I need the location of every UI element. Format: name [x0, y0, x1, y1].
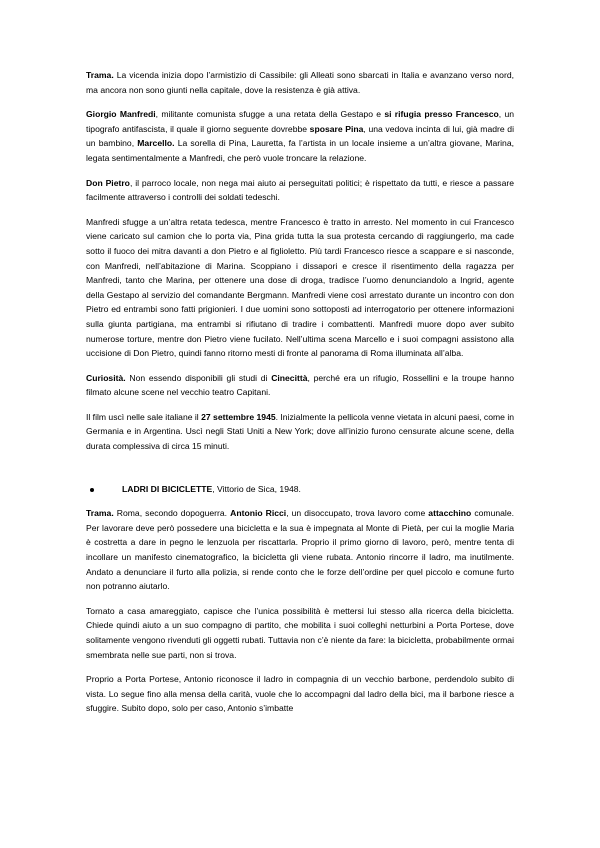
- bold-text: sposare Pina: [309, 123, 364, 134]
- bold-text: si rifugia presso Francesco: [384, 109, 499, 120]
- paragraph-plot-2: [86, 506, 514, 594]
- spacer: [86, 464, 514, 482]
- bold-text: Trama.: [86, 508, 114, 519]
- paragraph-text: , perché era un rifugio, Rossellini e la troupe hanno filmato alcune scene nel vecchio teatro Capitani.: [86, 372, 514, 398]
- paragraph-manfredi: [86, 107, 514, 165]
- paragraph-text: La vicenda inizia dopo l’armistizio di Cassibile: gli Alleati sono sbarcati in Italia e avanzano verso nord, ma ancora non sono giunti nella capitale, dove la resistenza è già attiva.: [86, 70, 514, 95]
- film-credits: , Vittorio de Sica, 1948.: [212, 483, 301, 494]
- section-heading: [86, 482, 514, 497]
- paragraph-porta-portese: [86, 672, 514, 716]
- bullet-icon: [86, 482, 122, 497]
- paragraph-text: Manfredi sfugge a un’altra retata tedesca, mentre Francesco è tratto in arresto. Nel momento in cui Francesco viene caricato sul camion che lo porta via, Pina grida tutta la sua protesta cercando di raggiungerlo, ma cade sotto il fuoco dei mitra davanti a don Pietro e al figlioletto. Più tardi Francesco riesce a scappare e si nasconde, con Manfredi, nell’abitazione di Marina. Scoppiano i dissapori e cresce il risentimento della ragazza per Manfredi, tanto che Marina, per ottenere una dose di droga, tradisce l’uomo denunciandolo a Ingrid, agente della Gestapo al servizio del comandante Bergmann. Manfredi viene così arrestato durante un incontro con don Pietro ed entrambi sono fatti prigionieri. I due uomini sono sottoposti ad interrogatorio per ottenere informazioni sulla giunta partigiana, ma entrambi si rifiutano di tradire i combattenti. Manfredi muore dopo aver subito numerose torture, mentre don Pietro viene fucilato. Nell’ultima scena Marcello e i suoi compagni assistono alla uccisione di Don Pietro, quindi fanno ritorno mesti di fronte al panorama di Roma illuminata all’alba.: [86, 216, 514, 359]
- paragraph-text: , un disoccupato, trova lavoro come: [286, 508, 429, 519]
- paragraph-text: , un tipografo antifascista, il quale il giorno seguente dovrebbe: [86, 109, 515, 134]
- paragraph-curiosity: [86, 371, 514, 400]
- film-title: LADRI DI BICICLETTE: [122, 483, 213, 494]
- paragraph-text: , militante comunista sfugge a una retata della Gestapo e: [155, 109, 385, 120]
- bold-text: 27 settembre 1945: [201, 411, 276, 422]
- paragraph-story: [86, 215, 514, 361]
- paragraph-text: . Inizialmente la pellicola venne vietata in alcuni paesi, come in Germania e in Argentina. Uscì negli Stati Uniti a New York; dove all’inizio furono censurate alcune scene, della durata complessiva di circa 15 minuti.: [86, 411, 515, 452]
- paragraph-text: Proprio a Porta Portese, Antonio riconosce il ladro in compagnia di un vecchio barbone, perdendolo subito di vista. Lo segue fino alla mensa della carità, vuole che lo accompagni dal ladro della bici, ma il barbone riesce a sfuggire. Subito dopo, solo per caso, Antonio s’imbatte: [86, 674, 514, 714]
- paragraph-return-home: [86, 604, 514, 662]
- paragraph-text: comunale. Per lavorare deve però possedere una bicicletta e la sua è impegnata al Monte di Pietà, per cui la moglie Maria è costretta a dare in pegno le lenzuola per riscattarla. Proprio il primo giorno di lavoro, però, mentre tenta di incollare un manifesto cinematografico, la bicicletta gli viene rubata. Antonio rincorre il ladro, ma inutilmente. Andato a denunciare il furto alla polizia, si rende conto che le forze dell’ordine per quel piccolo e comune furto non potranno aiutarlo.: [86, 508, 514, 592]
- bold-text: attacchino: [428, 508, 472, 519]
- paragraph-text: Non essendo disponibili gli studi di: [125, 372, 272, 383]
- paragraph-text: , il parroco locale, non nega mai aiuto ai perseguitati politici; è rispettato da tutti, e riesce a passare facilmente attraverso i controlli dei soldati tedeschi.: [86, 177, 514, 203]
- heading-text: [122, 482, 301, 497]
- bold-text: Marcello.: [137, 138, 175, 149]
- paragraph-text: , una vedova incinta di lui, già madre di un bambino,: [86, 123, 514, 149]
- paragraph-don-pietro: [86, 176, 514, 205]
- paragraph-text: Il film uscì nelle sale italiane il: [86, 411, 202, 422]
- bold-text: Don Pietro: [86, 177, 130, 188]
- label-plot: Trama.: [86, 70, 114, 80]
- paragraph-text: La sorella di Pina, Lauretta, fa l’artista in un locale insieme a un’altra giovane, Marina, legata sentimentalmente a Manfredi, che però vuole troncare la relazione.: [86, 138, 515, 163]
- bold-text: Cinecittà: [271, 372, 308, 383]
- bold-text: Giorgio Manfredi: [86, 109, 156, 120]
- paragraph-release: [86, 410, 514, 454]
- bold-text: Antonio Ricci: [230, 508, 287, 519]
- paragraph-plot: [86, 68, 514, 97]
- paragraph-text: Roma, secondo dopoguerra.: [113, 508, 231, 519]
- paragraph-text: Tornato a casa amareggiato, capisce che l’unica possibilità è mettersi lui stesso alla ricerca della bicicletta. Chiede quindi aiuto a un suo compagno di partito, che mobilita i suoi colleghi netturbini a Porta Portese, dove solitamente vengono rivenduti gli oggetti rubati. Tuttavia non c’è niente da fare: la bicicletta, probabilmente ormai smembrata nelle sue parti, non si trova.: [86, 605, 514, 660]
- bold-text: Curiosità.: [86, 372, 126, 383]
